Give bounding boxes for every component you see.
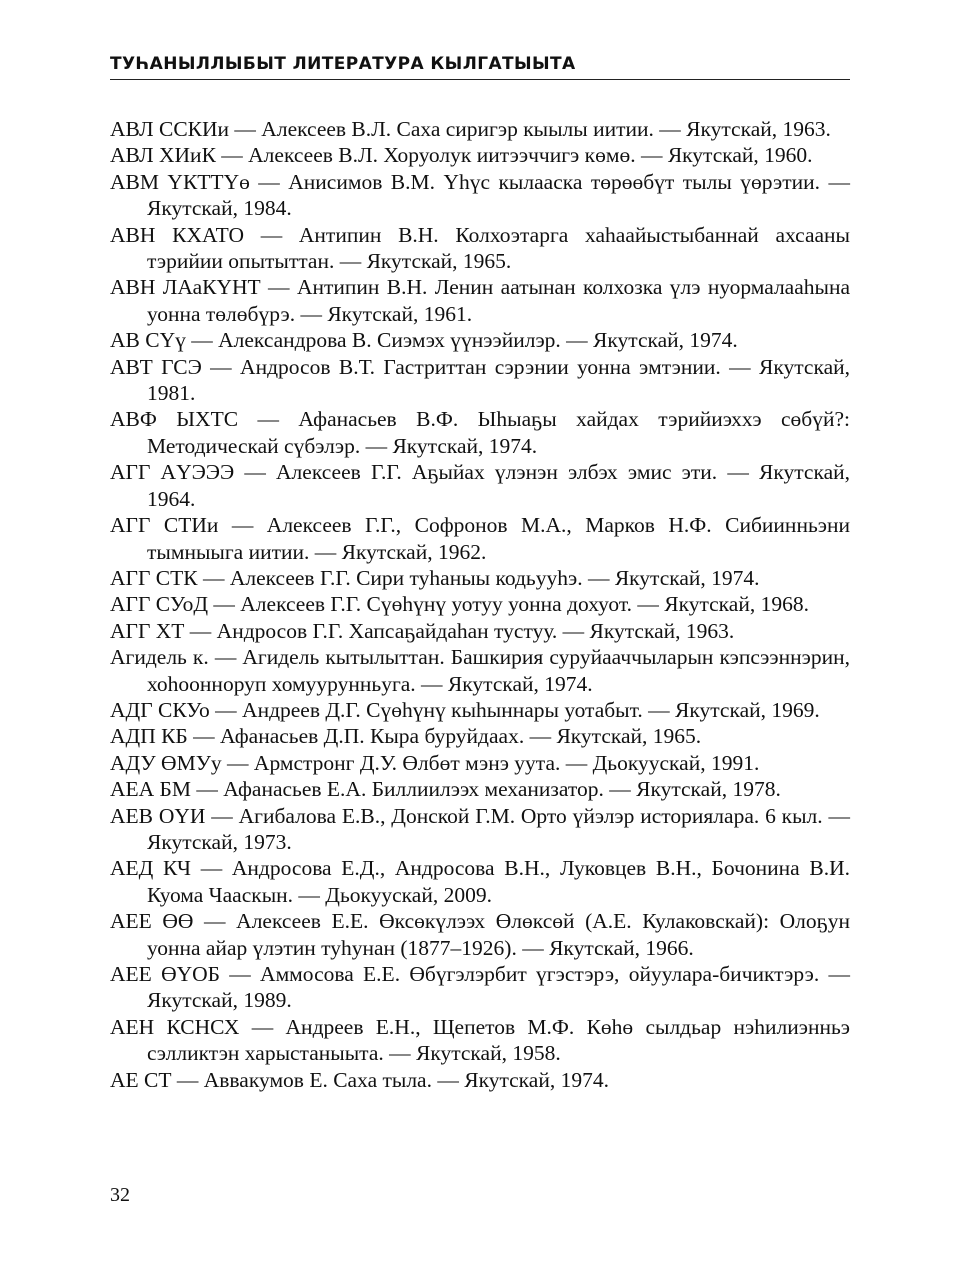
list-item: АЕЕ ӨӨ — Алексеев Е.Е. Өксөкүлээх Өлөксөй (А.Е. Кулаковскай): Олоҕун уонна айар үлэтин туһунан (1877–1926). — Якутскай, 1966. — [110, 909, 850, 960]
list-item: АГГ СУоД — Алексеев Г.Г. Сүөһүнү уотуу уонна дохуот. — Якутскай, 1968. — [110, 592, 809, 617]
running-title: ТУҺАНЫЛЛЫБЫТ ЛИТЕРАТУРА КЫЛГАТЫЫТА — [110, 54, 576, 74]
list-item: АЕН КСНСХ — Андреев Е.Н., Щепетов М.Ф. Көһө сылдьар нэһилиэнньэ сэлликтэн харыстаныыта. — Якутскай, 1958. — [110, 1014, 850, 1066]
list-item: АЕ СТ — Аввакумов Е. Саха тыла. — Якутскай, 1974. — [110, 1067, 609, 1092]
list-item: АЕД КЧ — Андросова Е.Д., Андросова В.Н., Луковцев В.Н., Бочонина В.И. Куома Чааскын. — Дьокуускай, 2009. — [110, 856, 850, 907]
list-item: АЕА БМ — Афанасьев Е.А. Биллиилээх механизатор. — Якутскай, 1978. — [110, 777, 781, 802]
list-item: АДП КБ — Афанасьев Д.П. Кыра буруйдаах. — Якутскай, 1965. — [110, 724, 702, 749]
list-item: Агидель к. — Агидель кытылыттан. Башкирия суруйааччыларын кэпсээннэрин, хоһоонноруп хомуурунньуга. — Якутскай, 1974. — [110, 645, 850, 696]
list-item: АДГ СКУо — Андреев Д.Г. Сүөһүнү кыһыннары уотабыт. — Якутскай, 1969. — [110, 697, 820, 722]
list-item: АЕЕ ӨҮОБ — Аммосова Е.Е. Өбүгэлэрбит үгэстэрэ, ойуулара-бичиктэрэ. — Якутскай, 1989. — [110, 962, 850, 1013]
header-rule — [110, 79, 850, 80]
list-item: АГГ АҮЭЭЭ — Алексеев Г.Г. Аҕыйах үлэнэн элбэх эмис эти. — Якутскай, 1964. — [110, 460, 850, 511]
page-number: 32 — [110, 1184, 130, 1206]
list-item: АГГ ХТ — Андросов Г.Г. Хапсаҕайдаһан тустуу. — Якутскай, 1963. — [110, 618, 735, 643]
list-item: АЕВ ОҮИ — Агибалова Е.В., Донской Г.М. Орто үйэлэр историялара. 6 кыл. — Якутскай, 1973. — [110, 803, 850, 854]
list-item: АВН КХАТО — Антипин В.Н. Колхоэтарга хаһаайыстыбаннай ахсааны тэрийии опытыттан. — Якутскай, 1965. — [110, 222, 850, 274]
list-item: АВ СҮү — Александрова В. Сиэмэх үүнээйилэр. — Якутскай, 1974. — [110, 328, 738, 353]
list-item: АДУ ӨМУу — Армстронг Д.У. Өлбөт мэнэ уута. — Дьокуускай, 1991. — [110, 750, 760, 775]
list-item: АВН ЛАаКҮНТ — Антипин В.Н. Ленин аатынан колхозка үлэ нуормалааһына уонна төлөбүрэ. — Якутскай, 1961. — [110, 275, 850, 326]
list-item: АВФ ЫХТС — Афанасьев В.Ф. Ыһыаҕы хайдах тэрийиэххэ сөбүй?: Методическай сүбэлэр. — Якутскай, 1974. — [110, 407, 850, 458]
list-item: АВМ ҮКТТҮө — Анисимов В.М. Үһүс кылааска төрөөбүт тылы үөрэтии. — Якутскай, 1984. — [110, 169, 850, 221]
list-item: АГГ СТИи — Алексеев Г.Г., Софронов М.А., Марков Н.Ф. Сибиинньэни тымныыга иитии. — Якутскай, 1962. — [110, 513, 850, 564]
list-item: АГГ СТК — Алексеев Г.Г. Сири туһаныы кодьууһэ. — Якутскай, 1974. — [110, 565, 760, 590]
list-item: АВЛ ХИиК — Алексеев В.Л. Хоруолук иитээччигэ көмө. — Якутскай, 1960. — [110, 143, 813, 168]
list-item: АВТ ГСЭ — Андросов В.Т. Гастриттан сэрэнии уонна эмтэнии. — Якутскай, 1981. — [110, 354, 850, 406]
abbreviation-list — [110, 116, 850, 1093]
list-item: АВЛ ССКИи — Алексеев В.Л. Саха сиригэр кыылы иитии. — Якутскай, 1963. — [110, 117, 831, 141]
